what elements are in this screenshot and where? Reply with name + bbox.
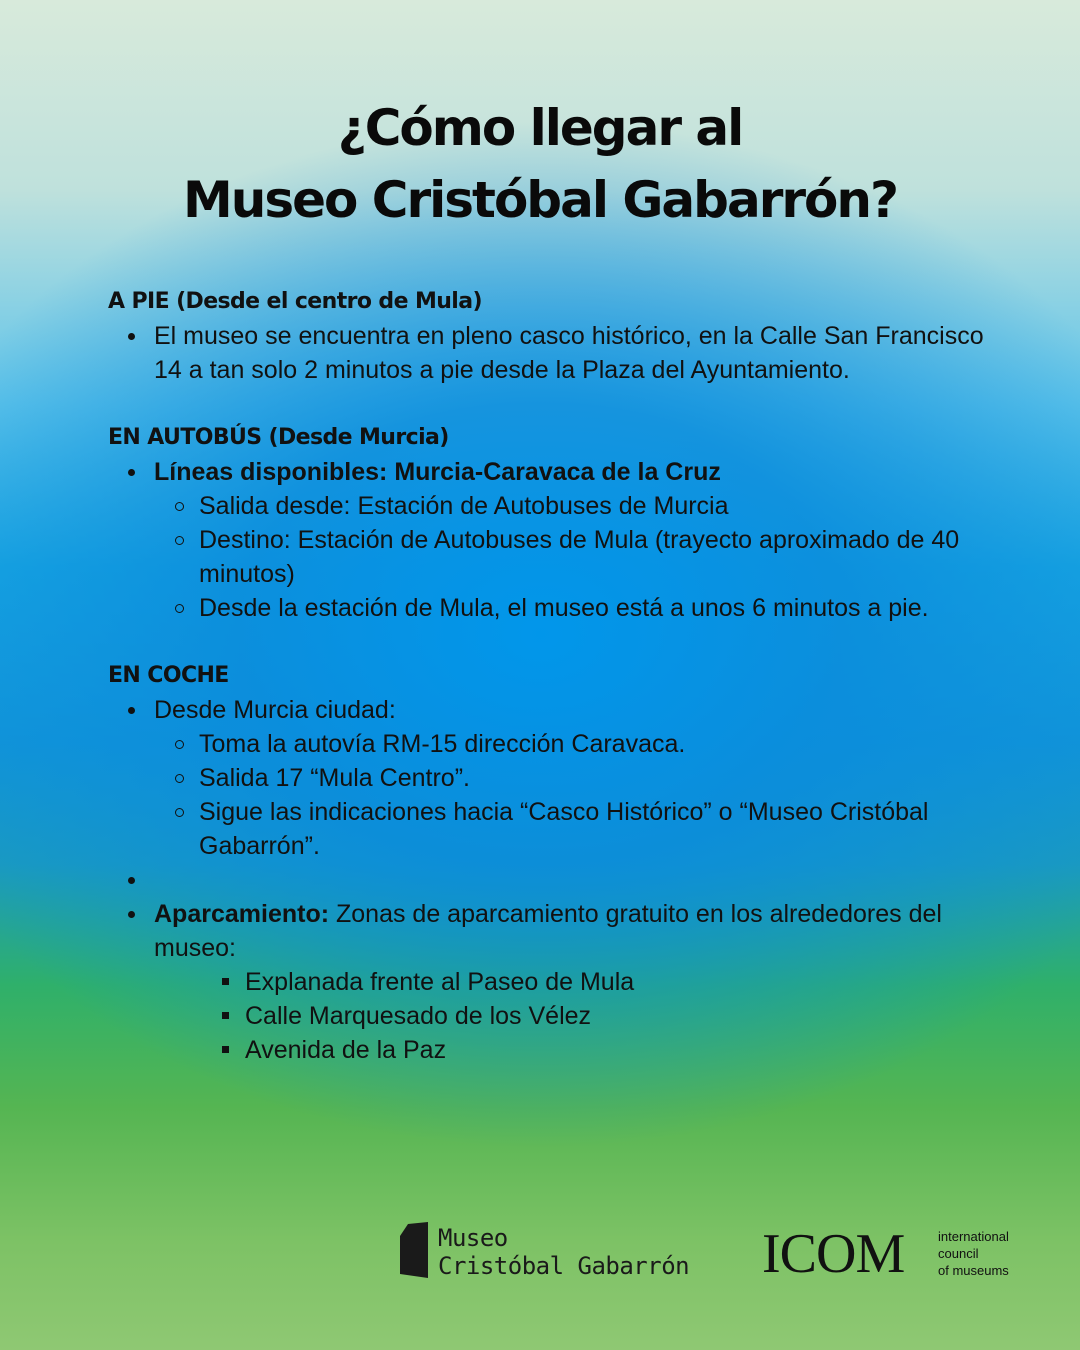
list-item: Calle Marquesado de los Vélez [200,999,988,1033]
icom-line-2: council [938,1246,979,1261]
section-heading-coche: EN COCHE [108,663,229,688]
list-item [108,693,988,863]
title-line-1: ¿Cómo llegar al [337,99,743,157]
list-item: Avenida de la Paz [200,1033,988,1067]
museo-logo-line-1: Museo [438,1224,508,1252]
title-line-2: Museo Cristóbal Gabarrón? [183,171,897,229]
icom-wordmark: ICOM [762,1223,905,1285]
autobus-sub-list [154,489,988,625]
coche-list [108,693,988,1067]
museo-logo-line-2: Cristóbal Gabarrón [438,1252,690,1280]
bus-lines-label: Líneas disponibles: Murcia-Caravaca de la Cruz [154,458,721,486]
list-item: Toma la autovía RM-15 dirección Caravaca. [154,727,988,761]
list-item: Sigue las indicaciones hacia “Casco Histórico” o “Museo Cristóbal Gabarrón”. [154,795,988,863]
icom-line-3: of museums [938,1263,1009,1278]
from-murcia-label: Desde Murcia ciudad: [154,696,396,724]
directions-content [108,285,988,1067]
parking-text: Zonas de aparcamiento gratuito en los alrededores del museo: [154,900,942,962]
coche-sub-list [154,727,988,863]
museo-logo-mark-icon [398,1222,430,1278]
list-item: Destino: Estación de Autobuses de Mula (trayecto aproximado de 40 minutos) [154,523,988,591]
section-heading-a-pie: A PIE (Desde el centro de Mula) [108,289,482,314]
parking-label: Aparcamiento: [154,900,330,928]
a-pie-list [108,319,988,387]
parking-list [200,965,988,1067]
list-item-parking [108,897,988,1067]
list-item [108,455,988,625]
autobus-list [108,455,988,625]
list-item: Salida 17 “Mula Centro”. [154,761,988,795]
section-heading-autobus: EN AUTOBÚS (Desde Murcia) [108,425,449,450]
list-item: Desde la estación de Mula, el museo está a unos 6 minutos a pie. [154,591,988,625]
list-item: Salida desde: Estación de Autobuses de Murcia [154,489,988,523]
page-title [0,92,1080,236]
list-item: El museo se encuentra en pleno casco histórico, en la Calle San Francisco 14 a tan solo 2 minutos a pie desde la Plaza del Ayuntamiento. [108,319,988,387]
list-item: Explanada frente al Paseo de Mula [200,965,988,999]
icom-line-1: international [938,1229,1009,1244]
